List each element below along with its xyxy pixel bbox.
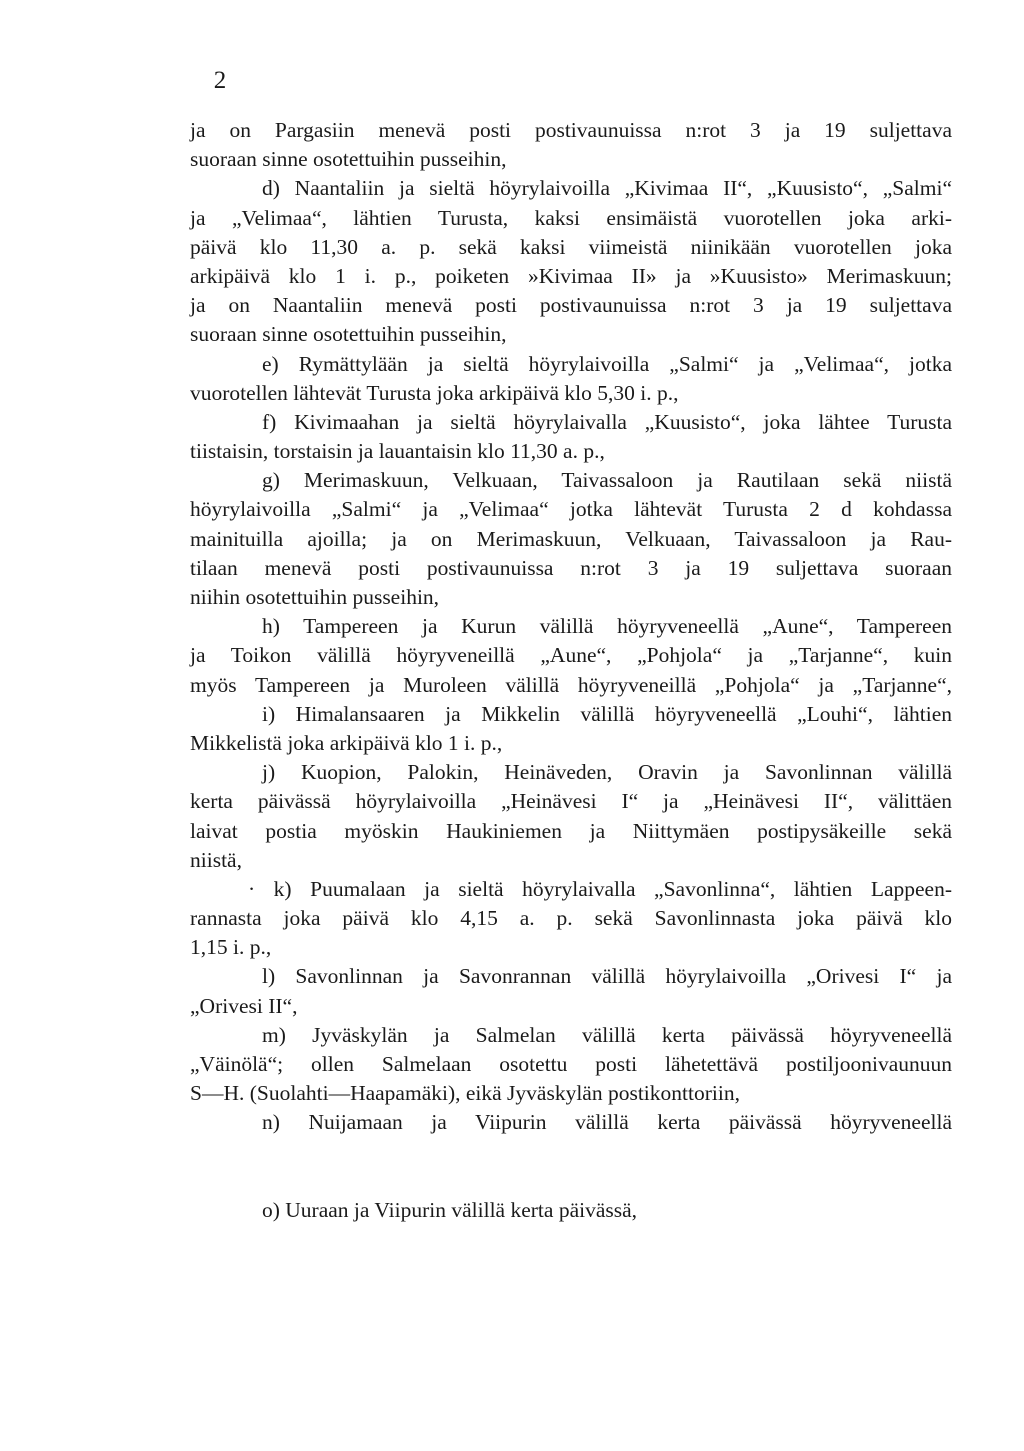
text-line: d) Naantaliin ja sieltä höyrylaivoilla „Kivimaa II“, „Kuusisto“, „Salmi“ bbox=[262, 176, 952, 201]
text-line: „Orivesi II“, bbox=[190, 993, 298, 1018]
text-line: kerta päivässä höyrylaivoilla „Heinävesi I“ ja „Heinävesi II“, välittäen bbox=[190, 789, 952, 814]
text-line: g) Merimaskuun, Velkuaan, Taivassaloon ja Rautilaan sekä niistä bbox=[262, 468, 952, 493]
text-line: suoraan sinne osotettuihin pusseihin, bbox=[190, 147, 507, 172]
text-line: niihin osotettuihin pusseihin, bbox=[190, 585, 440, 609]
text-line: i) Himalansaaren ja Mikkelin välillä höyryveneellä „Louhi“, lähtien bbox=[262, 701, 952, 726]
text-line: m) Jyväskylän ja Salmelan välillä kerta päivässä höyryveneellä bbox=[262, 1022, 952, 1047]
text-line: Mikkelistä joka arkipäivä klo 1 i. p., bbox=[190, 730, 503, 755]
text-line: päivä klo 11,30 a. p. sekä kaksi viimeistä niinikään vuorotellen joka bbox=[190, 234, 952, 259]
text-line: f) Kivimaahan ja sieltä höyrylaivalla „Kuusisto“, joka lähtee Turusta bbox=[262, 409, 952, 434]
text-line: l) Savonlinnan ja Savonrannan välillä höyrylaivoilla „Orivesi I“ ja bbox=[262, 964, 952, 989]
text-line: S—H. (Suolahti—Haapamäki), eikä Jyväskylän postikonttoriin, bbox=[190, 1081, 740, 1106]
text-line: ja Toikon välillä höyryveneillä „Aune“, „Pohjola“ ja „Tarjanne“, kuin bbox=[190, 643, 952, 668]
text-line: arkipäivä klo 1 i. p., poiketen »Kivimaa II» ja »Kuusisto» Merimaskuun; bbox=[190, 263, 952, 288]
text-line: mainituilla ajoilla; ja on Merimaskuun, Velkuaan, Taivassaloon ja Rau- bbox=[190, 526, 952, 551]
text-line: h) Tampereen ja Kurun välillä höyryveneellä „Aune“, Tampereen bbox=[262, 614, 952, 639]
text-line: höyrylaivoilla „Salmi“ ja „Velimaa“ jotka lähtevät Turusta 2 d kohdassa bbox=[190, 497, 952, 522]
text-line: tiistaisin, torstaisin ja lauantaisin klo 11,30 a. p., bbox=[190, 439, 605, 464]
text-line: ja on Pargasiin menevä posti postivaunuissa n:rot 3 ja 19 suljettava bbox=[190, 118, 952, 142]
text-line: e) Rymättylään ja sieltä höyrylaivoilla „Salmi“ ja „Velimaa“, jotka bbox=[262, 351, 952, 376]
text-line: tilaan menevä posti postivaunuissa n:rot 3 ja 19 suljettava suoraan bbox=[190, 555, 952, 580]
text-line: suoraan sinne osotettuihin pusseihin, bbox=[190, 322, 507, 347]
text-line: · k) Puumalaan ja sieltä höyrylaivalla „Savonlinna“, lähtien Lappeen- bbox=[248, 876, 952, 901]
text-line: „Väinölä“; ollen Salmelaan osotettu posti lähetettävä postiljoonivaunuun bbox=[190, 1052, 952, 1076]
page-number: 2 bbox=[213, 67, 227, 94]
text-line: n) Nuijamaan ja Viipurin välillä kerta päivässä höyryveneellä bbox=[262, 1110, 952, 1135]
document-body bbox=[190, 116, 952, 1225]
text-line: ja on Naantaliin menevä posti postivaunuissa n:rot 3 ja 19 suljettava bbox=[190, 293, 952, 318]
text-line: rannasta joka päivä klo 4,15 a. p. sekä Savonlinnasta joka päivä klo bbox=[190, 906, 952, 931]
text-line: niistä, bbox=[190, 847, 242, 872]
text-line: ja „Velimaa“, lähtien Turusta, kaksi ensimäistä vuorotellen joka arki- bbox=[190, 205, 952, 230]
text-line: j) Kuopion, Palokin, Heinäveden, Oravin ja Savonlinnan välillä bbox=[262, 760, 952, 785]
text-line: 1,15 i. p., bbox=[190, 935, 272, 960]
text-line: laivat postia myöskin Haukiniemen ja Niittymäen postipysäkeille sekä bbox=[190, 818, 952, 843]
text-line: myös Tampereen ja Muroleen välillä höyryveneillä „Pohjola“ ja „Tarjanne“, bbox=[190, 672, 952, 697]
text-line: vuorotellen lähtevät Turusta joka arkipäivä klo 5,30 i. p., bbox=[190, 380, 679, 405]
text-line: o) Uuraan ja Viipurin välillä kerta päivässä, bbox=[262, 1197, 638, 1222]
